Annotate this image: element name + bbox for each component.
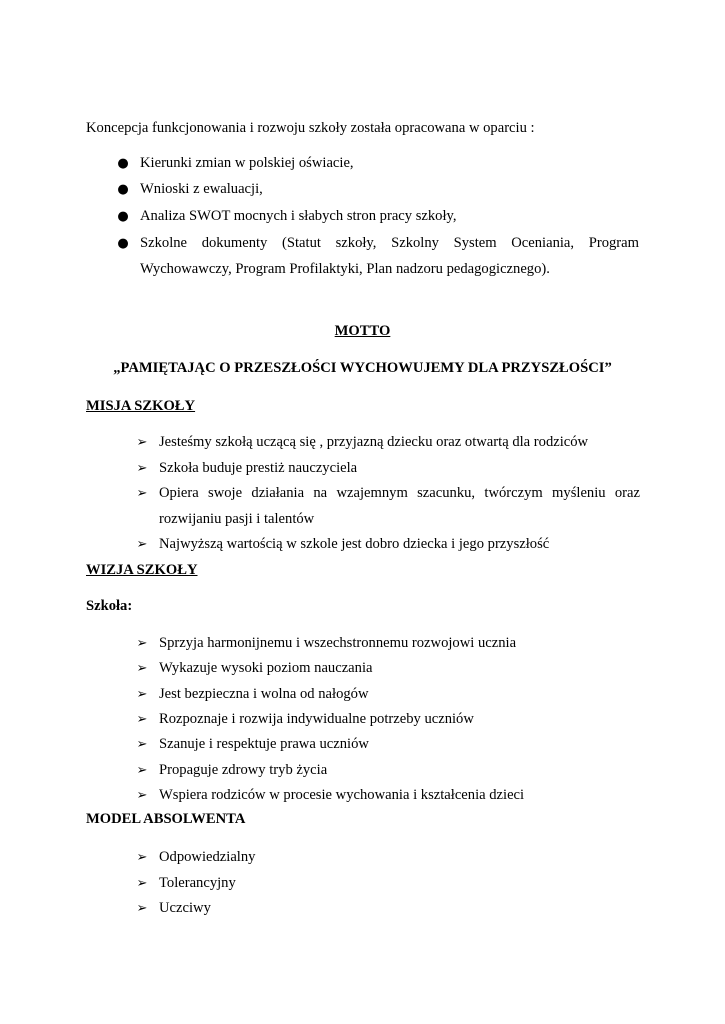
arrowhead-icon: ➢ (136, 687, 148, 702)
list-item-text: Wspiera rodziców w procesie wychowania i kształcenia dzieci (159, 787, 525, 803)
list-item (136, 434, 640, 451)
list-item (136, 787, 640, 804)
list-item (136, 849, 640, 866)
arrowhead-icon: ➢ (136, 901, 148, 916)
mission-heading: MISJA SZKOŁY (86, 398, 196, 414)
list-item (117, 208, 639, 225)
bullet-icon: ● (117, 156, 129, 171)
arrowhead-icon: ➢ (136, 737, 148, 752)
list-item (136, 900, 640, 917)
list-item-text: Propaguje zdrowy tryb życia (159, 762, 328, 778)
list-item (117, 155, 639, 172)
list-item (136, 686, 640, 703)
list-item-continuation: Wychowawczy, Program Profilaktyki, Plan nadzoru pedagogicznego). (140, 261, 550, 277)
list-item-continuation: rozwijaniu pasji i talentów (159, 511, 315, 527)
list-item-text: Szkoła buduje prestiż nauczyciela (159, 460, 358, 476)
list-item (136, 711, 640, 728)
bullet-icon: ● (117, 182, 129, 197)
list-item-text: Wykazuje wysoki poziom nauczania (159, 660, 373, 676)
arrowhead-icon: ➢ (136, 661, 148, 676)
list-item-text: Odpowiedzialny (159, 849, 256, 865)
arrowhead-icon: ➢ (136, 435, 148, 450)
vision-subheading: Szkoła: (86, 598, 133, 614)
arrowhead-icon: ➢ (136, 876, 148, 891)
intro-paragraph: Koncepcja funkcjonowania i rozwoju szkoły została opracowana w oparciu : (86, 120, 535, 136)
arrowhead-icon: ➢ (136, 461, 148, 476)
list-item-text: Szkolne dokumenty (Statut szkoły, Szkolny System Oceniania, Program (140, 235, 639, 251)
list-item (136, 875, 640, 892)
list-item (136, 536, 640, 553)
list-item (117, 181, 639, 198)
list-item (136, 762, 640, 779)
list-item-text: Jest bezpieczna i wolna od nałogów (159, 686, 369, 702)
list-item-text: Kierunki zmian w polskiej oświacie, (140, 155, 354, 171)
list-item (136, 635, 640, 652)
list-item (117, 235, 639, 252)
bullet-icon: ● (117, 236, 129, 251)
motto-text: „PAMIĘTAJĄC O PRZESZŁOŚCI WYCHOWUJEMY DLA PRZYSZŁOŚCI” (113, 360, 612, 376)
arrowhead-icon: ➢ (136, 537, 148, 552)
list-item-text: Opiera swoje działania na wzajemnym szacunku, twórczym myśleniu oraz (159, 485, 640, 501)
arrowhead-icon: ➢ (136, 486, 148, 501)
list-item (136, 736, 640, 753)
arrowhead-icon: ➢ (136, 636, 148, 651)
arrowhead-icon: ➢ (136, 788, 148, 803)
list-item (136, 460, 640, 477)
arrowhead-icon: ➢ (136, 712, 148, 727)
list-item-text: Jesteśmy szkołą uczącą się , przyjazną dziecku oraz otwartą dla rodziców (159, 434, 589, 450)
list-item-text: Wnioski z ewaluacji, (140, 181, 263, 197)
motto-heading: MOTTO (334, 323, 391, 339)
list-item (136, 485, 640, 502)
list-item-text: Rozpoznaje i rozwija indywidualne potrzeby uczniów (159, 711, 474, 727)
graduate-heading: MODEL ABSOLWENTA (86, 811, 246, 827)
arrowhead-icon: ➢ (136, 763, 148, 778)
bullet-icon: ● (117, 209, 129, 224)
list-item-text: Uczciwy (159, 900, 211, 916)
list-item-text: Tolerancyjny (159, 875, 236, 891)
vision-heading: WIZJA SZKOŁY (86, 562, 198, 578)
arrowhead-icon: ➢ (136, 850, 148, 865)
list-item (136, 660, 640, 677)
list-item-text: Analiza SWOT mocnych i słabych stron pracy szkoły, (140, 208, 457, 224)
list-item-text: Sprzyja harmonijnemu i wszechstronnemu rozwojowi ucznia (159, 635, 517, 651)
list-item-text: Najwyższą wartością w szkole jest dobro dziecka i jego przyszłość (159, 536, 550, 552)
list-item-text: Szanuje i respektuje prawa uczniów (159, 736, 369, 752)
